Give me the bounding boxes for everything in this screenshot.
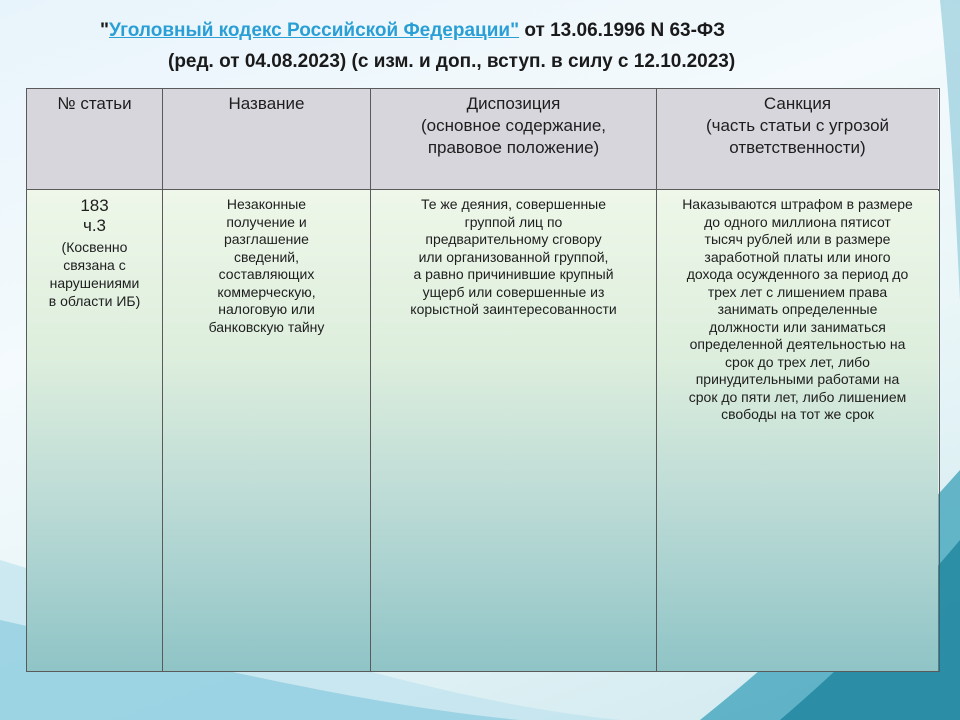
article-name: Незаконные получение и разглашение сведений, составляющих коммерческую, налоговую или банковскую тайну — [208, 196, 325, 335]
title-rest: от 13.06.1996 N 63-ФЗ — [519, 20, 726, 41]
title-quote: " — [100, 20, 110, 41]
cell-article-number — [27, 190, 163, 671]
article-disposition: Те же деяния, совершенные группой лиц по предварительному сговору или организованной группой, а равно причинившие крупный ущерб или совершенные из корыстной заинтересованности — [410, 196, 617, 317]
title-link[interactable]: Уголовный кодекс Российской Федерации" — [109, 20, 520, 41]
header-article-number — [27, 89, 163, 189]
header-name — [163, 89, 371, 189]
article-sanction: Наказываются штрафом в размере до одного миллиона пятисот тысяч рублей или в размере заработной платы или иного дохода осужденного за период до трех лет с лишением права занимать определенные должности или заниматься определенной деятельностью на срок до трех лет, либо принудительными работами на срок до пяти лет, либо лишением свободы на тот же срок — [682, 196, 913, 422]
article-number: 183 ч.3 — [80, 196, 109, 235]
header-name-text: Название — [228, 94, 305, 113]
article-note: (Косвенно связана с нарушениями в области ИБ) — [48, 239, 141, 309]
header-sanction-text: Санкция (часть статьи с угрозой ответственности) — [705, 94, 890, 157]
document-subtitle: (ред. от 04.08.2023) (с изм. и доп., вступ. в силу с 12.10.2023) — [168, 51, 736, 72]
header-sanction — [657, 89, 938, 189]
cell-sanction — [657, 190, 938, 671]
document-title — [100, 20, 725, 42]
header-article-number-text: № статьи — [57, 94, 132, 113]
header-disposition — [371, 89, 657, 189]
header-disposition-text: Диспозиция (основное содержание, правовое положение) — [421, 94, 606, 157]
law-table — [26, 88, 940, 672]
cell-name — [163, 190, 371, 671]
cell-disposition — [371, 190, 657, 671]
